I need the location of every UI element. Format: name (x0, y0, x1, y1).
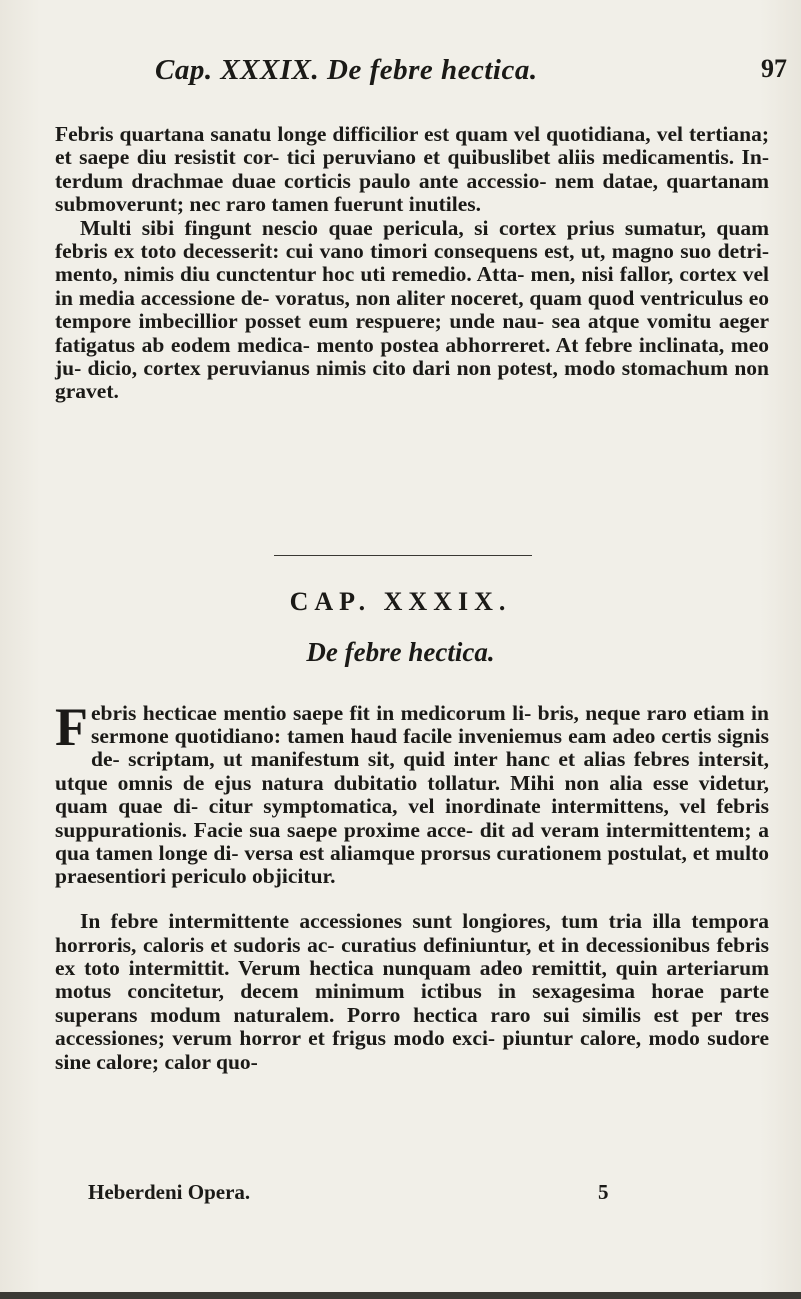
paragraph-febris-hecticae (55, 696, 769, 889)
text-block-chapter (55, 680, 769, 1096)
running-head (135, 54, 787, 94)
chapter-subtitle: De febre hectica. (306, 637, 495, 667)
signature-number: 5 (598, 1180, 609, 1204)
running-head-title: Cap. XXXIX. De febre hectica. (155, 54, 538, 86)
section-divider (274, 555, 532, 556)
paragraph-febris-hecticae-text: ebris hecticae mentio saepe fit in medicorum li- bris, neque raro etiam in sermone quotidiano: tamen haud facile inveniemus eam adeo certis signis de- scriptam, ut manifestum sit, quid inter hanc et alias febres intersit, utque omnis de ejus natura dubitatio tollatur. Mihi non alia esse videtur, quam quae di- citur symptomatica, vel inordinate intermittens, vel febris suppurationis. Facie sua saepe proxime acce- dit ad veram intermittentem; a qua tamen longe di- versa est aliamque prorsus curationem postulat, et multo praesentiori periculo objicitur. (55, 700, 769, 889)
paragraph-quartana: Febris quartana sanatu longe difficilior est quam vel quotidiana, vel tertiana; et saepe diu resistit cor- tici peruviano et quibuslibet aliis medicamentis. In- terdum drachmae duae corticis paulo ante accessio- nem datae, quartanam submoverunt; nec raro tamen fuerunt inutiles. (55, 122, 769, 217)
paragraph-intermittente: In febre intermittente accessiones sunt longiores, tum tria illa tempora horroris, caloris et sudoris ac- curatius definiuntur, et in decessionibus febris ex toto intermittit. Verum hectica nunquam adeo remittit, quin arteriarum motus concitetur, decem minimum ictibus in sexagesima horae parte superans modum naturalem. Porro hectica raro sui similis est per tres accessiones; verum horror et frigus modo exci- piuntur calore, modo sudore sine calore; calor quo- (55, 909, 769, 1074)
chapter-heading: CAP. XXXIX. (289, 587, 512, 616)
page-bottom-edge (0, 1292, 801, 1299)
printer-signature (88, 1180, 688, 1205)
drop-cap: F (55, 696, 88, 757)
page-number: 97 (761, 54, 787, 83)
text-block-top (55, 123, 769, 404)
signature-text: Heberdeni Opera. (88, 1180, 251, 1204)
paragraph-pericula: Multi sibi fingunt nescio quae pericula, si cortex prius sumatur, quam febris ex toto decesserit: cui vano timori consequens est, ut, magno suo detri- mento, nimis diu cunctentur hoc uti remedio. Atta- men, nisi fallor, cortex vel in media accessione de- voratus, non aliter noceret, quam quod ventriculus eo tempore imbecillior posset eum respuere; unde nau- sea atque vomitu aeger fatigatus ab eodem medica- mento postea abhorreret. At febre inclinata, meo ju- dicio, cortex peruvianus nimis cito dari non potest, modo stomachum non gravet. (55, 215, 769, 404)
